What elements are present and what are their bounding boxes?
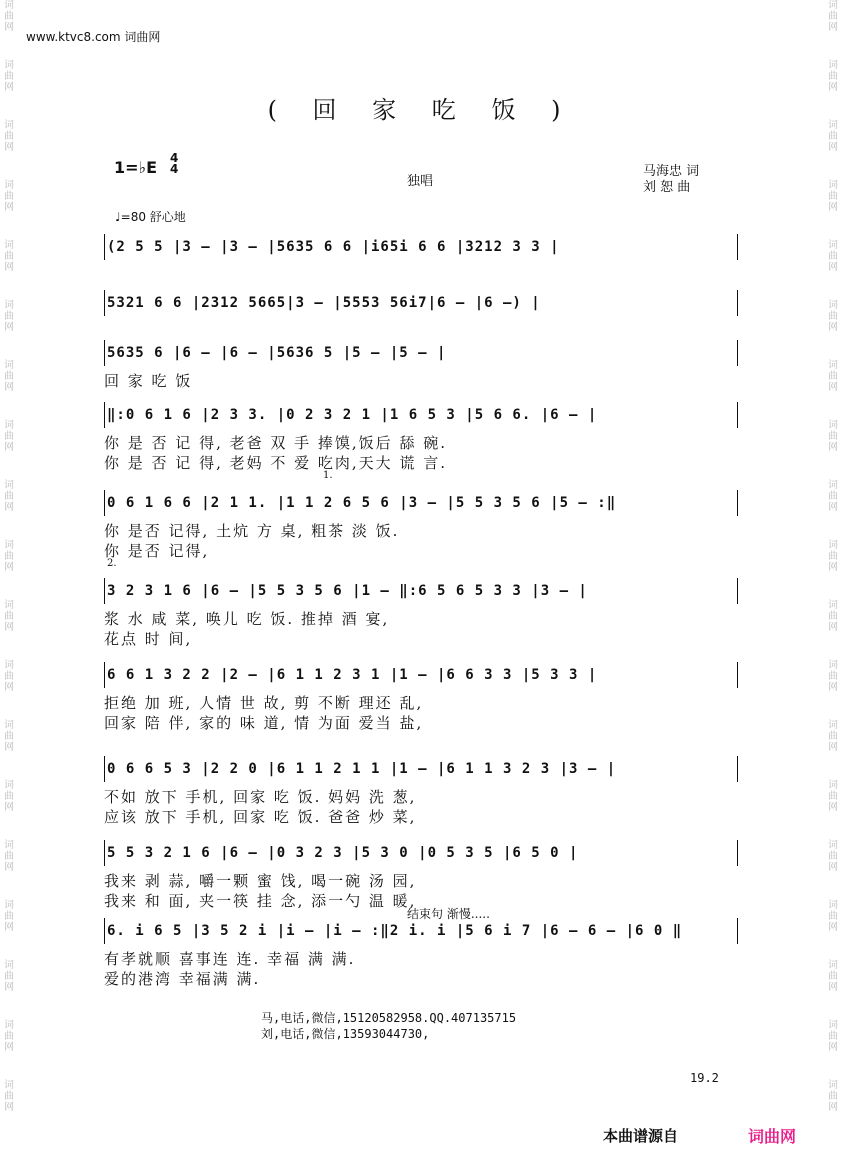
volta-1: 1.: [323, 470, 333, 481]
lyric-verse-2: 我来 和 面, 夹一筷 挂 念, 添一勺 温 暖,: [104, 892, 417, 910]
notation-row: ‖:0 6 1 6 |2 3 3. |0 2 3 2 1 |1 6 5 3 |5 6 6. |6 – |: [104, 402, 738, 428]
footer-brand[interactable]: 词曲网: [748, 1127, 797, 1146]
lyric-verse-2: 你 是 否 记 得, 老妈 不 爱 吃肉,天大 谎 言.: [104, 454, 447, 472]
notation-row: 6. i 6 5 |3 5 2 i |i – |i – :‖2 i. i |5 6 i 7 |6 – 6 – |6 0 ‖: [104, 918, 738, 944]
notation-row: 0 6 1 6 6 |2 1 1. |1 1 2 6 5 6 |3 – |5 5 3 5 6 |5 – :‖: [104, 490, 738, 516]
lyric-verse-1: 不如 放下 手机, 回家 吃 饭. 妈妈 洗 葱,: [104, 788, 417, 806]
lyric-verse-1: 回 家 吃 饭: [104, 372, 193, 390]
contact-info: [261, 1010, 516, 1042]
lyric-verse-2: 你 是否 记得,: [104, 542, 210, 560]
lyric-verse-2: 回家 陪 伴, 家的 味 道, 情 为面 爱当 盐,: [104, 714, 424, 732]
notation-row: 5635 6 |6 – |6 – |5636 5 |5 – |5 – |: [104, 340, 738, 366]
coda-marking: 结束句 渐慢.....: [407, 907, 490, 921]
lyric-verse-1: 你 是 否 记 得, 老爸 双 手 捧馍,饭后 舔 碗.: [104, 434, 447, 452]
lyric-verse-1: 有孝就顺 喜事连 连. 幸福 满 满.: [104, 950, 356, 968]
notation-row: 5 5 3 2 1 6 |6 – |0 3 2 3 |5 3 0 |0 5 3 5 |6 5 0 |: [104, 840, 738, 866]
footer-source: 本曲谱源自: [603, 1127, 679, 1145]
meter-top: 4: [170, 151, 179, 165]
time-signature: [170, 153, 178, 175]
left-watermark: 词曲网 词曲网 词曲网 词曲网 词曲网 词曲网 词曲网 词曲网 词曲网 词曲网 词曲网 词曲网 词曲网 词曲网 词曲网 词曲网 词曲网 词曲网 词曲网: [4, 0, 14, 1113]
credits: [643, 164, 699, 196]
lyric-verse-2: 花点 时 间,: [104, 630, 193, 648]
tempo-marking: ♩=80 舒心地: [115, 210, 186, 224]
lyric-verse-1: 拒绝 加 班, 人情 世 故, 剪 不断 理还 乱,: [104, 694, 424, 712]
contact-line-1: 马,电话,微信,15120582958.QQ.407135715: [261, 1011, 517, 1025]
site-url[interactable]: www.ktvc8.com 词曲网: [26, 30, 161, 44]
key-signature: 1=♭E: [114, 158, 158, 177]
lyric-verse-1: 浆 水 咸 菜, 唤儿 吃 饭. 推掉 酒 宴,: [104, 610, 390, 628]
notation-row: 3 2 3 1 6 |6 – |5 5 3 5 6 |1 – ‖:6 5 6 5 3 3 |3 – |: [104, 578, 738, 604]
notation-row: 6 6 1 3 2 2 |2 – |6 1 1 2 3 1 |1 – |6 6 3 3 |5 3 3 |: [104, 662, 738, 688]
lyric-verse-2: 爱的港湾 幸福满 满.: [104, 970, 261, 988]
lyric-verse-1: 你 是否 记得, 土炕 方 桌, 粗茶 淡 饭.: [104, 522, 400, 540]
notation-row: (2 5 5 |3 – |3 – |5635 6 6 |i65i 6 6 |3212 3 3 |: [104, 234, 738, 260]
lyric-verse-1: 我来 剥 蒜, 嚼一颗 蜜 饯, 喝一碗 汤 园,: [104, 872, 417, 890]
lyric-verse-2: 应该 放下 手机, 回家 吃 饭. 爸爸 炒 菜,: [104, 808, 417, 826]
performance-type: 独唱: [407, 174, 434, 189]
notation-row: 5321 6 6 |2312 5665|3 – |5553 56i7|6 – |6 –) |: [104, 290, 738, 316]
contact-line-2: 刘,电话,微信,13593044730,: [261, 1027, 430, 1041]
notation-row: 0 6 6 5 3 |2 2 0 |6 1 1 2 1 1 |1 – |6 1 1 3 2 3 |3 – |: [104, 756, 738, 782]
volta-2: 2.: [107, 558, 117, 569]
composer: 刘 恕 曲: [643, 180, 691, 195]
right-watermark: 词曲网 词曲网 词曲网 词曲网 词曲网 词曲网 词曲网 词曲网 词曲网 词曲网 词曲网 词曲网 词曲网 词曲网 词曲网 词曲网 词曲网 词曲网 词曲网: [828, 0, 838, 1113]
song-title: ( 回 家 吃 饭 ): [267, 96, 575, 124]
meter-bottom: 4: [170, 162, 179, 176]
lyricist: 马海忠 词: [643, 164, 700, 179]
date-mark: 19.2: [690, 1071, 719, 1085]
